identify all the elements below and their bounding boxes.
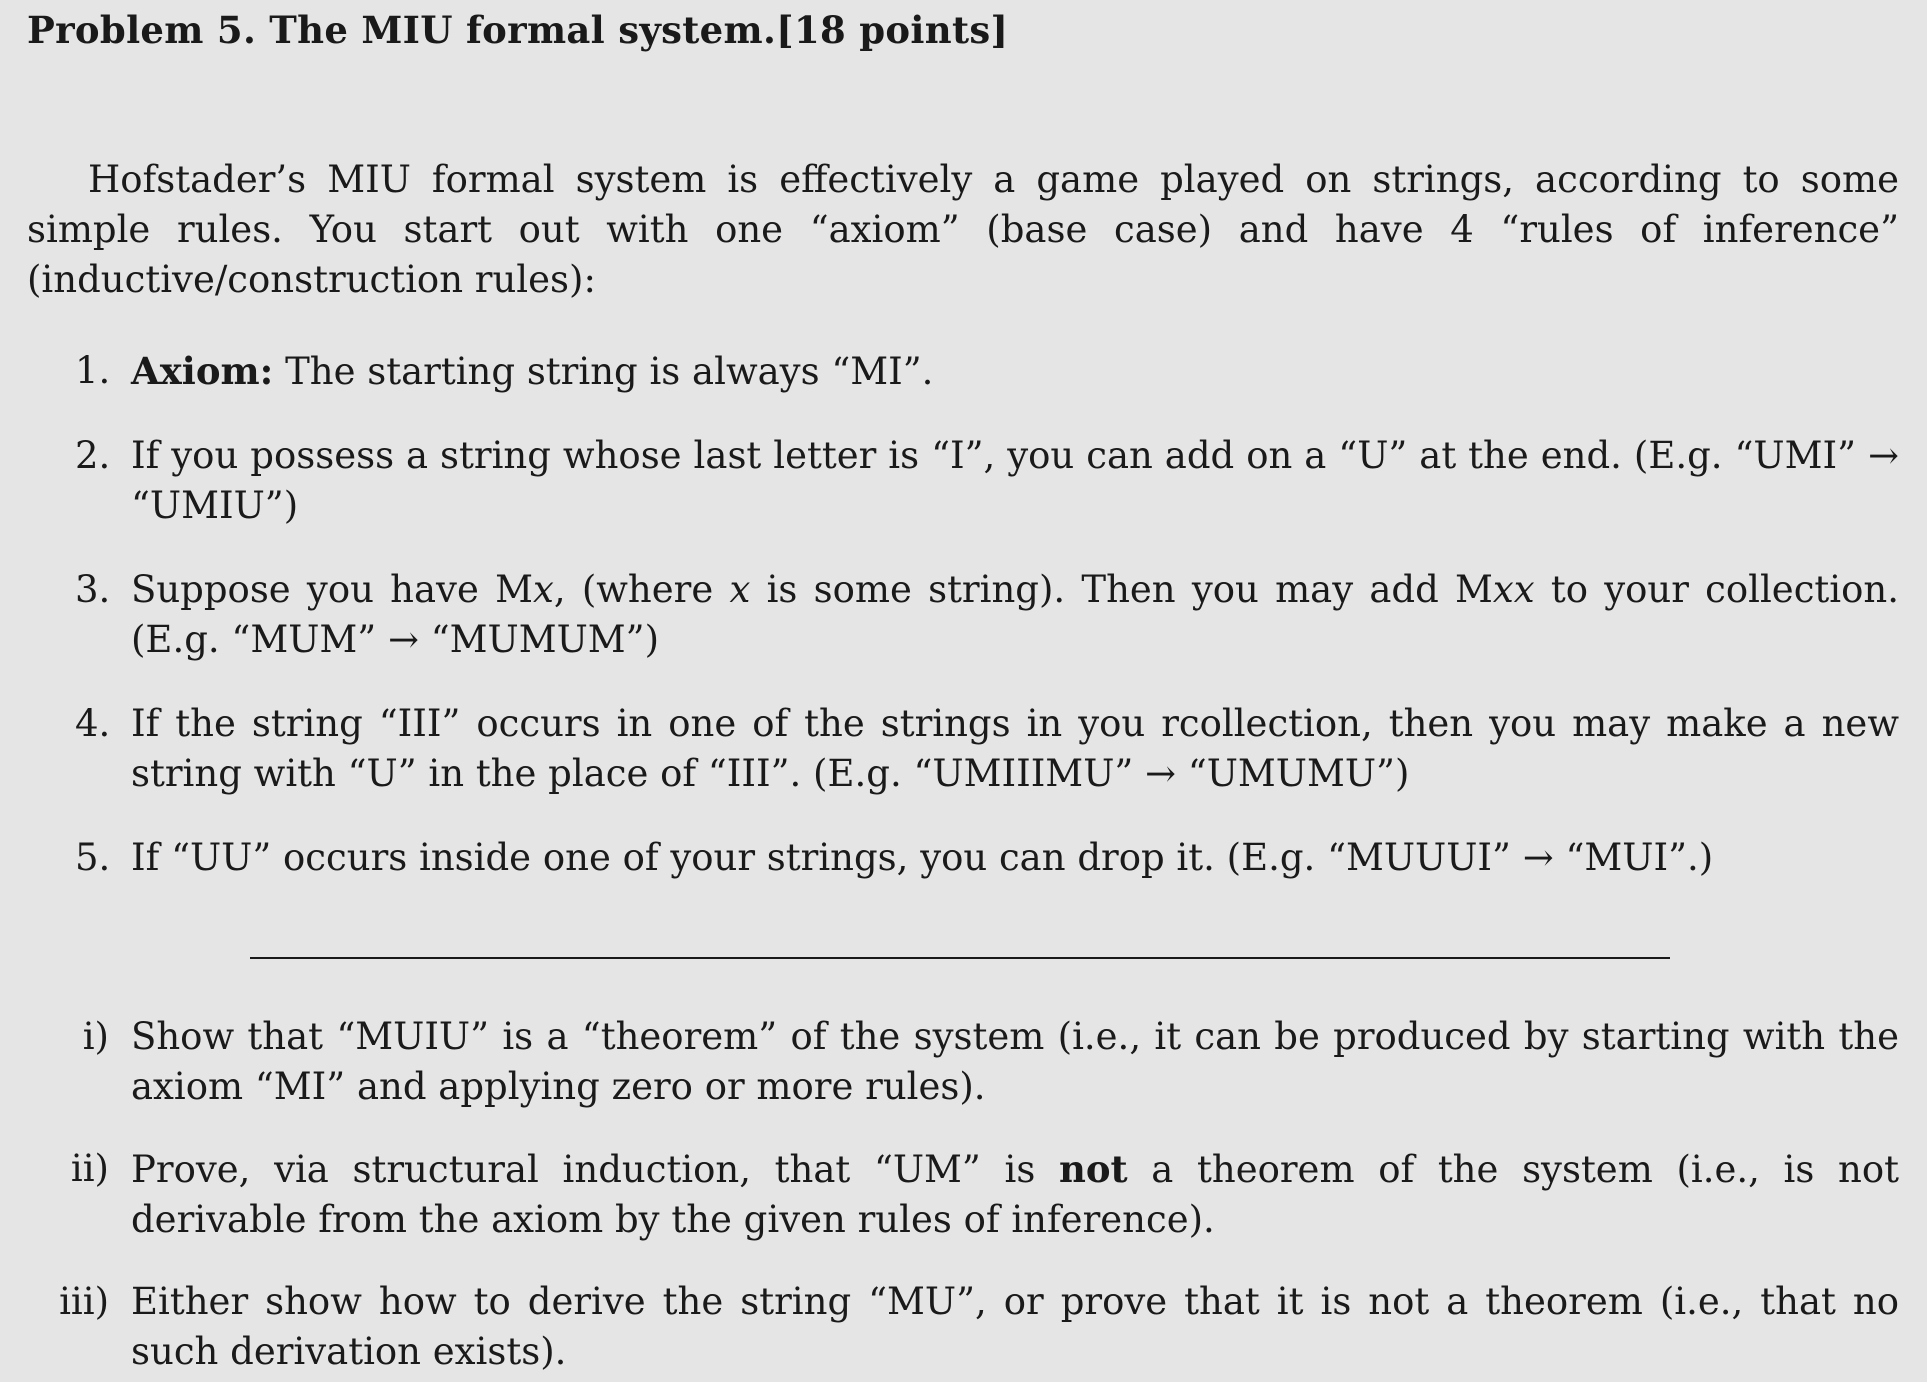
- question-text: Show that “MUIU” is a “theorem” of the system (i.e., it can be produced by starting with the axiom “MI” and applying zero or more rules).: [131, 1015, 1899, 1108]
- question-number: i): [82, 1015, 109, 1058]
- question-emphasis: not: [1058, 1147, 1128, 1191]
- question-item: [27, 1277, 1899, 1377]
- questions-list: [27, 1012, 1899, 1377]
- rule-axiom-label: Axiom:: [131, 349, 274, 393]
- rule-text-part: is some string). Then you may add M: [750, 568, 1493, 611]
- rule-text: If the string “III” occurs in one of the strings in you rcollection, then you may make a new string with “U” in the place of “III”. (E.g. “UMIIIMU” → “UMUMU”): [131, 702, 1899, 795]
- question-text: Prove, via structural induction, that “UM” is: [131, 1148, 1059, 1191]
- rule-text: If you possess a string whose last letter is “I”, you can add on a “U” at the end. (E.g. “UMI” → “UMIU”): [131, 434, 1899, 527]
- rule-text-part: Suppose you have M: [131, 568, 533, 611]
- rule-text-part: to your collection. (E.g. “MUM” → “MUMUM”): [131, 568, 1899, 661]
- rule-number: 3.: [75, 568, 111, 611]
- rules-list: [27, 346, 1899, 883]
- rule-item: [27, 699, 1899, 799]
- rule-number: 4.: [75, 702, 111, 745]
- rule-number: 2.: [75, 434, 111, 477]
- problem-title: Problem 5. The MIU formal system.: [27, 8, 777, 52]
- rule-text: The starting string is always “MI”.: [273, 350, 934, 393]
- question-text: Either show how to derive the string “MU”, or prove that it is not a theorem (i.e., that no such derivation exists).: [131, 1280, 1899, 1373]
- rule-item: [27, 833, 1899, 883]
- question-number: iii): [59, 1280, 109, 1323]
- intro-paragraph: [27, 155, 1899, 305]
- rule-text-part: , (where: [553, 568, 730, 611]
- rule-item: [27, 346, 1899, 397]
- rule-number: 1.: [75, 349, 111, 392]
- rule-number: 5.: [75, 836, 111, 879]
- question-number: ii): [70, 1147, 109, 1190]
- question-item: [27, 1012, 1899, 1112]
- intro-text: Hofstader’s MIU formal system is effectively a game played on strings, according to some simple rules. You start out with one “axiom” (base case) and have 4 “rules of inference” (inductive/construction rules):: [27, 158, 1899, 301]
- rule-item: [27, 431, 1899, 531]
- question-text: a theorem of the system (i.e., is not derivable from the axiom by the given rules of inference).: [131, 1148, 1899, 1241]
- problem-points: [18 points]: [776, 8, 1009, 52]
- rule-item: [27, 565, 1899, 665]
- question-item: [27, 1144, 1899, 1245]
- rule-variable: x: [729, 568, 751, 611]
- rule-variable: x: [532, 568, 554, 611]
- section-divider: [250, 957, 1670, 959]
- problem-heading: [27, 8, 1008, 52]
- rule-text: If “UU” occurs inside one of your strings, you can drop it. (E.g. “MUUUI” → “MUI”.): [131, 836, 1714, 879]
- rule-variable: xx: [1492, 568, 1535, 611]
